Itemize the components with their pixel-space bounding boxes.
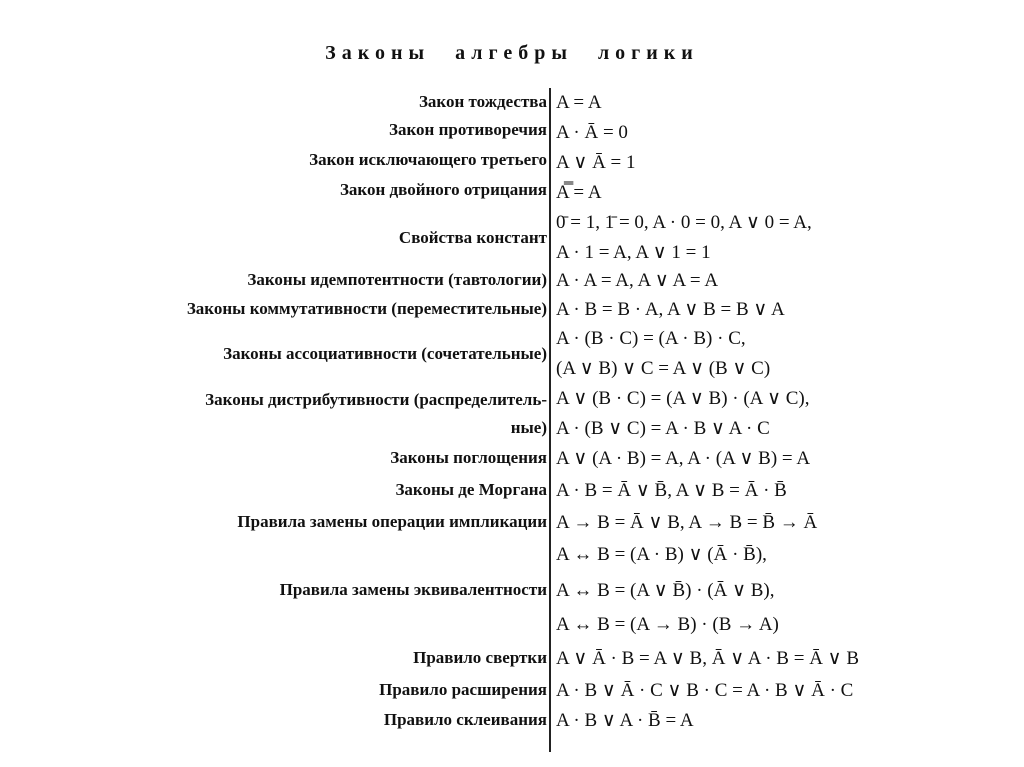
law-formula-line2: A · (B ∨ C) = A · B ∨ A · C	[556, 418, 770, 439]
law-formula: A · B ∨ Ā · C ∨ B · C = A · B ∨ Ā · C	[556, 680, 854, 701]
law-label: Правило свертки	[413, 648, 547, 667]
law-formula-line3: A ↔ B = (A → B) · (B → A)	[556, 614, 779, 635]
law-formula: A̿ = A	[556, 182, 602, 203]
law-formula: A · B = Ā ∨ B̄, A ∨ B = Ā · B̄	[556, 480, 787, 501]
law-formula-line2: A · 1 = A, A ∨ 1 = 1	[556, 242, 711, 263]
law-formula: A → B = Ā ∨ B, A → B = B̄ → Ā	[556, 512, 818, 533]
law-formula: A = A	[556, 92, 602, 113]
law-label: Законы коммутативности (переместительные)	[186, 299, 547, 318]
law-formula: A · Ā = 0	[556, 122, 628, 143]
law-label: Закон исключающего третьего	[309, 150, 547, 169]
law-label: Закон тождества	[418, 92, 547, 111]
law-label-line2: ные)	[510, 418, 547, 437]
law-label: Закон противоречия	[389, 120, 547, 139]
law-label: Правило склеивания	[383, 710, 547, 729]
divider-line	[549, 88, 551, 752]
law-label: Законы поглощения	[390, 448, 547, 467]
law-formula: A · (B · C) = (A · B) · C,	[556, 328, 746, 349]
law-formula-line2: (A ∨ B) ∨ C = A ∨ (B ∨ C)	[556, 358, 771, 379]
law-formula: A ↔ B = (A · B) ∨ (Ā · B̄),	[556, 544, 767, 565]
law-label: Правила замены эквивалентности	[279, 580, 547, 599]
law-formula: A ∨ (A · B) = A, A · (A ∨ B) = A	[556, 448, 811, 469]
law-label: Законы ассоциативности (сочетательные)	[223, 344, 547, 363]
law-label: Правила замены операции импликации	[237, 512, 547, 531]
law-formula: A · B ∨ A · B̄ = A	[556, 710, 694, 731]
law-formula-line2: A ↔ B = (A ∨ B̄) · (Ā ∨ B),	[556, 580, 775, 601]
law-formula: A · A = A, A ∨ A = A	[556, 270, 719, 291]
page-title: Законы алгебры логики	[325, 42, 699, 64]
law-label: Свойства констант	[398, 228, 547, 247]
law-label: Законы де Моргана	[395, 480, 547, 499]
law-label: Законы идемпотентности (тавтологии)	[247, 270, 547, 289]
law-label: Закон двойного отрицания	[339, 180, 547, 199]
law-formula: A · B = B · A, A ∨ B = B ∨ A	[556, 299, 785, 320]
law-formula: A ∨ (B · C) = (A ∨ B) · (A ∨ C),	[556, 388, 810, 409]
law-formula: A ∨ Ā = 1	[556, 152, 636, 173]
law-label: Законы дистрибутивности (распределитель-	[205, 390, 547, 409]
law-label: Правило расширения	[379, 680, 547, 699]
law-formula: 0̄ = 1, 1̄ = 0, A · 0 = 0, A ∨ 0 = A,	[556, 212, 812, 233]
law-formula: A ∨ Ā · B = A ∨ B, Ā ∨ A · B = Ā ∨ B	[556, 648, 859, 669]
